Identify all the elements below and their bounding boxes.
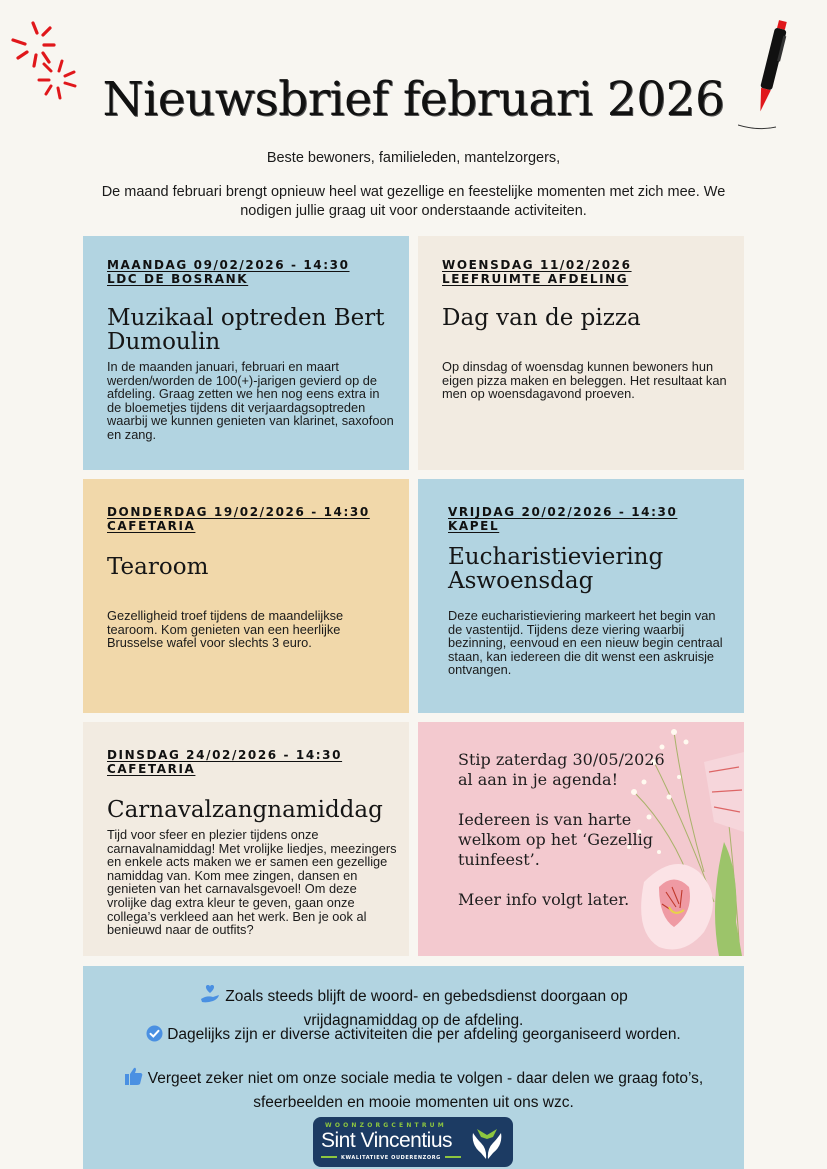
event-description: Deze eucharistieviering markeert het begin van de vastentijd. Tijdens deze viering waarbij bezinning, eenvoud en een nieuw begin centraal staan, kan iedereen die dit wenst een askruisje ontvangen. bbox=[448, 608, 723, 678]
event-location: CAFETARIA bbox=[107, 519, 196, 533]
event-date: VRIJDAG 20/02/2026 - 14:30 bbox=[448, 505, 678, 519]
check-circle-icon bbox=[146, 1025, 163, 1048]
heart-hand-icon bbox=[199, 982, 221, 1010]
promo-line: Iedereen is van harte welkom op het ‘Gezellig tuinfeest’. bbox=[458, 810, 653, 869]
promo-card bbox=[418, 722, 744, 956]
footer-item-text: Dagelijks zijn er diverse activiteiten die per afdeling georganiseerd worden. bbox=[167, 1026, 681, 1043]
event-description: Op dinsdag of woensdag kunnen bewoners hun eigen pizza maken en beleggen. Het resultaat kan men op woensdagavond proeven. bbox=[442, 359, 727, 402]
event-meta bbox=[107, 748, 342, 776]
promo-line: Stip zaterdag 30/05/2026 al aan in je agenda! bbox=[458, 750, 665, 789]
event-location: CAFETARIA bbox=[107, 762, 196, 776]
event-meta bbox=[442, 258, 632, 286]
event-meta bbox=[107, 505, 370, 533]
event-date: DONDERDAG 19/02/2026 - 14:30 bbox=[107, 505, 370, 519]
event-title: Dag van de pizza bbox=[442, 305, 641, 331]
event-title: Eucharistieviering Aswoensdag bbox=[448, 544, 664, 594]
event-card bbox=[83, 236, 409, 470]
event-meta bbox=[107, 258, 350, 286]
event-title: Muzikaal optreden Bert Dumoulin bbox=[107, 305, 385, 355]
hands-emblem-icon bbox=[469, 1123, 505, 1165]
event-location: LEEFRUIMTE AFDELING bbox=[442, 272, 629, 286]
event-date: WOENSDAG 11/02/2026 bbox=[442, 258, 632, 272]
page-title: Nieuwsbrief februari 2026 bbox=[102, 72, 725, 127]
logo-tagline: KWALITATIEVE OUDERENZORG bbox=[317, 1155, 465, 1161]
footer-item-text: Vergeet zeker niet om onze sociale media te volgen - daar delen we graag foto’s, sfeerbeelden en mooie momenten uit ons wzc. bbox=[147, 1070, 704, 1111]
promo-line: Meer info volgt later. bbox=[458, 890, 630, 909]
event-description: Tijd voor sfeer en plezier tijdens onze carnavalnamiddag! Met vrolijke liedjes, meezingers en enkele acts maken we er samen een gezellige namiddag van. Kom mee zingen, dansen en genieten van het carnavalsgevoel! Om deze vrolijke dag extra kleur te geven, gaan onze collega’s verkleed aan het werk. Ben je ook al benieuwd naar de outfits? bbox=[107, 827, 397, 938]
greeting: Beste bewoners, familieleden, mantelzorgers, bbox=[266, 150, 561, 166]
event-card bbox=[83, 722, 409, 956]
event-meta bbox=[448, 505, 677, 533]
event-description: Gezelligheid troef tijdens de maandelijkse tearoom. Kom genieten van een heerlijke Brusselse wafel voor slechts 3 euro. bbox=[107, 608, 344, 651]
event-location: KAPEL bbox=[448, 519, 500, 533]
event-date: MAANDAG 09/02/2026 - 14:30 bbox=[107, 258, 350, 272]
event-title: Tearoom bbox=[107, 554, 209, 580]
event-description: In de maanden januari, februari en maart werden/worden de 100(+)-jarigen gevierd op de afdeling. Graag zetten we hen nog eens extra in de bloemetjes tijdens dit verjaardagsoptreden waarbij we kunnen genieten van klarinet, saxofoon en zang. bbox=[107, 359, 394, 442]
promo-text bbox=[458, 750, 678, 930]
footer-item bbox=[83, 1066, 744, 1113]
thumbs-up-icon bbox=[124, 1066, 144, 1092]
intro-text: De maand februari brengt opnieuw heel wat gezellige en feestelijke momenten met zich mee. We nodigen jullie graag uit voor onderstaande activiteiten. bbox=[101, 184, 726, 219]
event-location: LDC DE BOSRANK bbox=[107, 272, 249, 286]
footer-item bbox=[83, 1024, 744, 1048]
footer-panel bbox=[83, 966, 744, 1169]
logo-name: Sint Vincentius bbox=[321, 1129, 453, 1152]
event-title: Carnavalzangnamiddag bbox=[107, 797, 383, 823]
footer-item-text: Zoals steeds blijft de woord- en gebedsdienst doorgaan op vrijdagnamiddag op de afdeling. bbox=[225, 988, 628, 1029]
event-card bbox=[418, 479, 744, 713]
event-card bbox=[83, 479, 409, 713]
event-date: DINSDAG 24/02/2026 - 14:30 bbox=[107, 748, 343, 762]
logo-top-text: WOONZORGCENTRUM bbox=[325, 1122, 447, 1129]
sint-vincentius-logo bbox=[313, 1117, 513, 1167]
event-card bbox=[418, 236, 744, 470]
